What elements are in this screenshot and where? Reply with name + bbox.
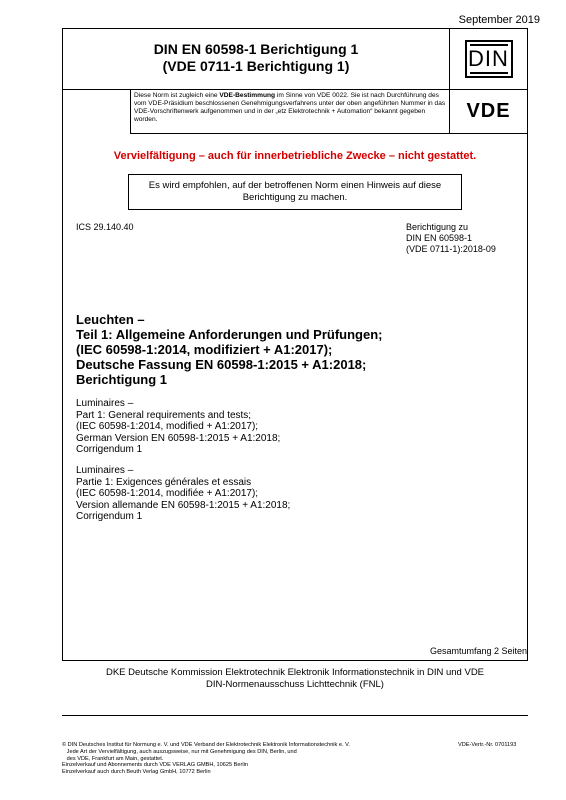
- title-fr-line: Version allemande EN 60598-1:2015 + A1:2018;: [76, 499, 291, 511]
- title-fr-line: (IEC 60598-1:2014, modifiée + A1:2017);: [76, 488, 259, 499]
- committee-line: DKE Deutsche Kommission Elektrotechnik Elektronik Informationstechnik in DIN und VDE: [105, 667, 485, 678]
- divider: [62, 715, 528, 716]
- header-box: [62, 28, 528, 90]
- copyright-line: Jede Art der Vervielfältigung, auch auszugsweise, nur mit Genehmigung des DIN, Berlin, und: [62, 748, 297, 755]
- copy-warning: Vervielfältigung – auch für innerbetriebliche Zwecke – nicht gestattet.: [113, 150, 477, 162]
- corrigendum-ref-line: (VDE 0711-1):2018-09: [406, 244, 496, 254]
- vde-note-bold: VDE-Bestimmung: [219, 92, 276, 99]
- copyright-notice: [62, 742, 412, 776]
- publication-date: September 2019: [458, 14, 540, 26]
- vde-logo: VDE: [466, 100, 511, 122]
- frame-right: [527, 134, 528, 660]
- copyright-line: © DIN Deutsches Institut für Normung e. V. und VDE Verband der Elektrotechnik Elektronik Informationstechnik e. V.: [62, 742, 350, 748]
- title-de-line: Deutsche Fassung EN 60598-1:2015 + A1:2018;: [76, 357, 367, 372]
- total-pages: Gesamtumfang 2 Seiten: [430, 646, 528, 656]
- committee-line: DIN-Normenausschuss Lichttechnik (FNL): [206, 679, 384, 690]
- copyright-line: Einzelverkauf auch durch Beuth Verlag GmbH, 10772 Berlin: [62, 769, 211, 776]
- vde-note-text-1: Diese Norm ist zugleich eine: [134, 92, 220, 99]
- vde-order-number: VDE-Vertr.-Nr. 0701193: [458, 742, 517, 748]
- recommendation-box: Es wird empfohlen, auf der betroffenen Norm einen Hinweis auf diese Berichtigung zu machen.: [128, 174, 462, 210]
- title-line-1: DIN EN 60598-1 Berichtigung 1: [153, 41, 359, 57]
- title-en-line: German Version EN 60598-1:2015 + A1:2018;: [76, 432, 281, 444]
- title-fr-line: Partie 1: Exigences générales et essais: [76, 476, 252, 488]
- title-de-line: (IEC 60598-1:2014, modifiziert + A1:2017);: [76, 342, 333, 357]
- title-en-line: Corrigendum 1: [76, 444, 143, 455]
- title-de-line: Berichtigung 1: [76, 372, 168, 387]
- title-fr-line: Luminaires –: [76, 465, 134, 476]
- corrigendum-ref-line: Berichtigung zu: [406, 222, 469, 232]
- din-logo-cell: [450, 29, 527, 89]
- title-de-line: Leuchten –: [76, 312, 145, 327]
- copyright-line: Einzelverkauf und Abonnements durch VDE VERLAG GMBH, 10625 Berlin: [62, 762, 248, 769]
- din-logo-text: DIN: [468, 46, 509, 71]
- divider: [62, 660, 528, 661]
- title-french: [76, 465, 516, 523]
- title-en-line: (IEC 60598-1:2014, modified + A1:2017);: [76, 421, 259, 432]
- vde-note-row: [130, 90, 528, 134]
- vde-note: [131, 90, 450, 133]
- frame-line: [62, 90, 63, 134]
- title-english: [76, 398, 516, 456]
- corrigendum-ref-line: DIN EN 60598-1: [406, 233, 473, 243]
- title-fr-line: Corrigendum 1: [76, 511, 143, 522]
- title-de-line: Teil 1: Allgemeine Anforderungen und Prüfungen;: [76, 327, 383, 342]
- vde-note-text-2: im Sinne von VDE 0022. Sie ist nach Durchführung des vom VDE-Präsidium beschlossenen Genehmigungsverfahrens unter der oben angeführten Nummer in das VDE-Vorschriftenwerk aufgenommen und in der „etz Elektrotechnik + Automation“ bekannt gegeben worden.: [134, 92, 446, 123]
- title-line-2: (VDE 0711-1 Berichtigung 1): [162, 58, 350, 74]
- title-en-line: Luminaires –: [76, 398, 134, 409]
- corrigendum-reference: [406, 222, 496, 255]
- copyright-line: des VDE, Frankfurt am Main, gestattet.: [62, 755, 164, 762]
- frame-left: [62, 134, 63, 660]
- din-logo: [465, 40, 513, 78]
- document-title: [63, 29, 450, 89]
- ics-code: ICS 29.140.40: [76, 222, 134, 232]
- din-logo-bar-bottom: [470, 72, 508, 74]
- title-en-line: Part 1: General requirements and tests;: [76, 409, 252, 421]
- committee: [62, 667, 528, 691]
- title-german: [76, 312, 516, 387]
